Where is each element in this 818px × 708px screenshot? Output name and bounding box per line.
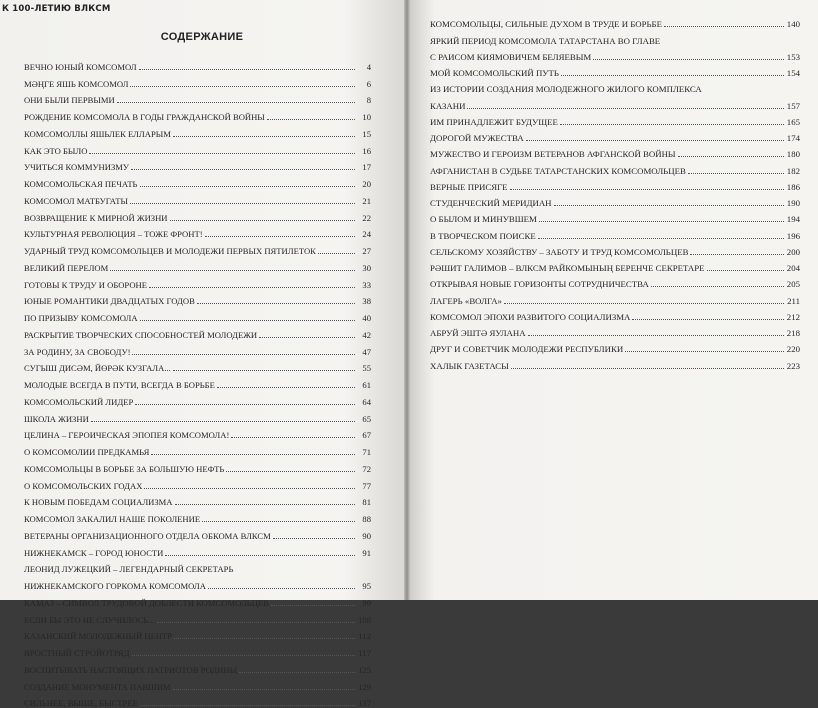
toc-entry-title: ВЕТЕРАНЫ ОРГАНИЗАЦИОННОГО ОТДЕЛА ОБКОМА ВЛКСМ	[24, 531, 271, 541]
toc-entry-title: ВЕЛИКИЙ ПЕРЕЛОМ	[24, 263, 108, 273]
toc-page-number: 154	[786, 68, 800, 78]
toc-page-number: 223	[786, 361, 800, 371]
toc-leader-dots	[467, 107, 784, 109]
toc-entry	[430, 192, 800, 208]
toc-entry-title: КОМСОМОЛЛЫ ЯШЬЛЕК ЕЛЛАРЫМ	[24, 129, 171, 139]
toc-entry-title: ВОСПИТЫВАТЬ НАСТОЯЩИХ ПАТРИОТОВ РОДИНЫ	[24, 665, 237, 675]
toc-entry-title: СИЛЬНЕЕ, ВЫШЕ, БЫСТРЕЕ	[24, 698, 138, 708]
toc-leader-dots	[149, 286, 355, 288]
toc-entry-title: ГОТОВЫ К ТРУДУ И ОБОРОНЕ	[24, 280, 147, 290]
toc-page-number: 22	[357, 213, 371, 223]
toc-leader-dots	[197, 302, 355, 304]
toc-entry	[24, 223, 371, 240]
toc-entry	[430, 322, 800, 338]
toc-page-number: 99	[357, 598, 371, 608]
toc-entry-title: СУГЫШ ДИСӘМ, ЙӨРӘК КУЗГАЛА...	[24, 363, 171, 373]
toc-entry-title: О БЫЛОМ И МИНУВШЕМ	[430, 214, 537, 224]
toc-page-number: 180	[786, 149, 800, 159]
toc-leader-dots	[267, 118, 355, 120]
toc-entry-title: КУЛЬТУРНАЯ РЕВОЛЮЦИЯ – ТОЖЕ ФРОНТ!	[24, 229, 203, 239]
toc-leader-dots	[89, 152, 355, 154]
toc-entry	[24, 105, 371, 122]
toc-entry-title: ЮНЫЕ РОМАНТИКИ ДВАДЦАТЫХ ГОДОВ	[24, 296, 195, 306]
toc-leader-dots	[560, 123, 784, 125]
toc-entry	[24, 122, 371, 139]
toc-leader-dots	[173, 688, 355, 690]
toc-entry-title: КАЗАНСКИЙ МОЛОДЕЖНЫЙ ЦЕНТР	[24, 631, 172, 641]
toc-page-number: 24	[357, 229, 371, 239]
toc-entry	[24, 675, 371, 692]
toc-page-number: 17	[357, 162, 371, 172]
toc-entry	[430, 354, 800, 370]
toc-page-number: 47	[357, 347, 371, 357]
toc-page-number: 42	[357, 330, 371, 340]
toc-entry	[430, 94, 800, 110]
toc-page-number: 194	[786, 214, 800, 224]
toc-entry-title: ЗА РОДИНУ, ЗА СВОБОДУ!	[24, 347, 130, 357]
toc-page-number: 200	[786, 247, 800, 257]
toc-entry-title: ВЕРНЫЕ ПРИСЯГЕ	[430, 182, 508, 192]
toc-page-number: 10	[357, 112, 371, 122]
toc-page-number: 81	[357, 497, 371, 507]
toc-entry	[24, 524, 371, 541]
toc-page-number: 125	[357, 665, 371, 675]
toc-entry-title: ДРУГ И СОВЕТЧИК МОЛОДЕЖИ РЕСПУБЛИКИ	[430, 344, 623, 354]
toc-page-number: 16	[357, 146, 371, 156]
toc-leader-dots	[239, 671, 355, 673]
toc-entry	[24, 574, 371, 591]
toc-page-number: 165	[786, 117, 800, 127]
toc-leader-dots	[632, 318, 784, 320]
toc-entry	[24, 625, 371, 642]
toc-entry-title: ОНИ БЫЛИ ПЕРВЫМИ	[24, 95, 115, 105]
toc-entry	[430, 224, 800, 240]
toc-entry-title: КОМСОМОЛЬСКАЯ ПЕЧАТЬ	[24, 179, 138, 189]
toc-entry	[24, 541, 371, 558]
toc-entry-title: МОЙ КОМСОМОЛЬСКИЙ ПУТЬ	[430, 68, 559, 78]
toc-leader-dots	[132, 353, 355, 355]
toc-page-number: 174	[786, 133, 800, 143]
toc-entry-title: АБРУЙ ЭШТӘ ЯУЛАНА	[430, 328, 526, 338]
toc-leader-dots	[91, 420, 355, 422]
toc-entry-title: ВЕЧНО ЮНЫЙ КОМСОМОЛ	[24, 62, 137, 72]
toc-page-number: 212	[786, 312, 800, 322]
toc-entry	[24, 306, 371, 323]
toc-entry	[24, 491, 371, 508]
running-head: К 100-ЛЕТИЮ ВЛКСМ	[2, 4, 110, 14]
toc-entry	[24, 273, 371, 290]
toc-leader-dots	[208, 587, 355, 589]
toc-entry	[24, 239, 371, 256]
toc-page-number: 27	[357, 246, 371, 256]
toc-entry	[430, 78, 800, 94]
toc-entry	[430, 46, 800, 62]
toc-page-number: 90	[357, 531, 371, 541]
toc-page-number: 137	[357, 698, 371, 708]
toc-entry	[24, 156, 371, 173]
toc-leader-dots	[259, 336, 355, 338]
toc-leader-dots	[165, 554, 355, 556]
toc-page-number: 38	[357, 296, 371, 306]
toc-leader-dots	[140, 704, 355, 706]
toc-entry-title: КАМАЗ – СИМВОЛ ТРУДОВОЙ ДОБЛЕСТИ КОМСОМОЛЬЦЕВ	[24, 598, 269, 608]
toc-page-number: 186	[786, 182, 800, 192]
toc-entry	[24, 558, 371, 575]
toc-entry	[430, 29, 800, 45]
toc-page-number: 55	[357, 363, 371, 373]
toc-entry-title: КОМСОМОЛЬСКИЙ ЛИДЕР	[24, 397, 133, 407]
toc-leader-dots	[511, 367, 784, 369]
toc-entry	[24, 373, 371, 390]
toc-entry-title: КОМСОМОЛ ЗАКАЛИЛ НАШЕ ПОКОЛЕНИЕ	[24, 514, 200, 524]
toc-entry-title: ИЗ ИСТОРИИ СОЗДАНИЯ МОЛОДЕЖНОГО ЖИЛОГО КОМПЛЕКСА	[430, 84, 702, 94]
toc-page-number: 67	[357, 430, 371, 440]
toc-entry-title: СОЗДАНИЕ МОНУМЕНТА ПАВШИМ	[24, 682, 171, 692]
toc-page-number: 71	[357, 447, 371, 457]
toc-entry	[430, 273, 800, 289]
toc-page-number: 218	[786, 328, 800, 338]
toc-entry-title: НИЖНЕКАМСКОГО ГОРКОМА КОМСОМОЛА	[24, 581, 206, 591]
toc-leader-dots	[554, 204, 784, 206]
toc-entry	[24, 256, 371, 273]
toc-entry-title: НИЖНЕКАМСК – ГОРОД ЮНОСТИ	[24, 548, 163, 558]
toc-entry-title: КОМСОМОЛЬЦЫ, СИЛЬНЫЕ ДУХОМ В ТРУДЕ И БОРЬБЕ	[430, 19, 662, 29]
toc-entry-title: РОЖДЕНИЕ КОМСОМОЛА В ГОДЫ ГРАЖДАНСКОЙ ВОЙНЫ	[24, 112, 265, 122]
toc-page-number: 20	[357, 179, 371, 189]
toc-entry	[430, 208, 800, 224]
toc-leader-dots	[271, 604, 355, 606]
toc-page-number: 64	[357, 397, 371, 407]
toc-entry-title: АФГАНИСТАН В СУДЬБЕ ТАТАРСТАНСКИХ КОМСОМОЛЬЦЕВ	[430, 166, 686, 176]
toc-entry-title: ДОРОГОЙ МУЖЕСТВА	[430, 133, 524, 143]
toc-leader-dots	[132, 654, 355, 656]
toc-leader-dots	[144, 487, 355, 489]
toc-page-number: 15	[357, 129, 371, 139]
toc-entry-title: ЯРОСТНЫЙ СТРОЙОТРЯД	[24, 648, 130, 658]
toc-page-number: 157	[786, 101, 800, 111]
toc-leader-dots	[539, 220, 784, 222]
toc-leader-dots	[561, 74, 784, 76]
toc-leader-dots	[690, 253, 784, 255]
toc-entry	[24, 357, 371, 374]
toc-leader-dots	[678, 155, 784, 157]
toc-leader-dots	[139, 68, 355, 70]
right-toc-list	[430, 13, 800, 371]
toc-entry-title: ЯРКИЙ ПЕРИОД КОМСОМОЛА ТАТАРСТАНА ВО ГЛАВЕ	[430, 36, 660, 46]
toc-leader-dots	[131, 168, 355, 170]
toc-entry	[430, 143, 800, 159]
toc-leader-dots	[226, 470, 355, 472]
toc-entry	[24, 340, 371, 357]
toc-leader-dots	[510, 188, 784, 190]
toc-leader-dots	[110, 269, 355, 271]
toc-leader-dots	[217, 386, 355, 388]
toc-leader-dots	[170, 219, 356, 221]
toc-page-number: 77	[357, 481, 371, 491]
toc-entry	[430, 127, 800, 143]
toc-leader-dots	[273, 537, 355, 539]
left-page	[0, 0, 404, 600]
toc-entry-title: ЛЕОНИД ЛУЖЕЦКИЙ – ЛЕГЕНДАРНЫЙ СЕКРЕТАРЬ	[24, 564, 233, 574]
toc-entry	[24, 407, 371, 424]
toc-entry	[24, 591, 371, 608]
toc-entry-title: ПО ПРИЗЫВУ КОМСОМОЛА	[24, 313, 138, 323]
toc-leader-dots	[174, 637, 355, 639]
toc-page-number: 205	[786, 279, 800, 289]
toc-page-number: 72	[357, 464, 371, 474]
toc-entry	[24, 390, 371, 407]
toc-leader-dots	[707, 269, 784, 271]
toc-leader-dots	[140, 185, 356, 187]
left-toc-list	[24, 55, 371, 708]
toc-entry-title: УЧИТЬСЯ КОММУНИЗМУ	[24, 162, 129, 172]
toc-entry-title: О КОМСОМОЛЬСКИХ ГОДАХ	[24, 481, 142, 491]
toc-leader-dots	[140, 319, 355, 321]
toc-entry	[24, 641, 371, 658]
toc-page-number: 196	[786, 231, 800, 241]
toc-entry	[430, 338, 800, 354]
toc-entry	[24, 139, 371, 156]
toc-entry	[24, 474, 371, 491]
toc-leader-dots	[130, 202, 355, 204]
toc-page-number: 117	[357, 648, 371, 658]
toc-page-number: 190	[786, 198, 800, 208]
toc-entry	[430, 159, 800, 175]
toc-page-number: 40	[357, 313, 371, 323]
toc-entry	[430, 111, 800, 127]
toc-leader-dots	[151, 453, 355, 455]
toc-entry	[24, 55, 371, 72]
toc-leader-dots	[205, 235, 355, 237]
toc-page-number: 211	[786, 296, 800, 306]
toc-leader-dots	[202, 520, 355, 522]
toc-title: СОДЕРЖАНИЕ	[0, 31, 404, 43]
toc-leader-dots	[651, 285, 784, 287]
toc-entry-title: С РАИСОМ КИЯМОВИЧЕМ БЕЛЯЕВЫМ	[430, 52, 591, 62]
toc-entry-title: ЛАГЕРЬ «ВОЛГА»	[430, 296, 502, 306]
toc-leader-dots	[526, 139, 784, 141]
toc-leader-dots	[117, 101, 355, 103]
toc-entry	[24, 72, 371, 89]
toc-entry-title: МУЖЕСТВО И ГЕРОИЗМ ВЕТЕРАНОВ АФГАНСКОЙ ВОЙНЫ	[430, 149, 676, 159]
toc-entry	[24, 507, 371, 524]
toc-entry-title: КОМСОМОЛ ЭПОХИ РАЗВИТОГО СОЦИАЛИЗМА	[430, 312, 630, 322]
toc-leader-dots	[173, 369, 355, 371]
toc-entry	[24, 658, 371, 675]
toc-leader-dots	[175, 503, 355, 505]
toc-leader-dots	[688, 172, 784, 174]
toc-entry-title: СТУДЕНЧЕСКИЙ МЕРИДИАН	[430, 198, 552, 208]
toc-page-number: 220	[786, 344, 800, 354]
toc-entry-title: КОМСОМОЛ МАТБУГАТЫ	[24, 196, 128, 206]
toc-entry-title: В ТВОРЧЕСКОМ ПОИСКЕ	[430, 231, 536, 241]
toc-page-number: 129	[357, 682, 371, 692]
toc-leader-dots	[625, 350, 784, 352]
toc-entry-title: ВОЗВРАЩЕНИЕ К МИРНОЙ ЖИЗНИ	[24, 213, 168, 223]
toc-page-number: 8	[357, 95, 371, 105]
toc-entry	[24, 172, 371, 189]
toc-entry	[24, 290, 371, 307]
toc-page-number: 21	[357, 196, 371, 206]
toc-page-number: 33	[357, 280, 371, 290]
toc-leader-dots	[528, 334, 784, 336]
toc-leader-dots	[664, 25, 784, 27]
toc-entry-title: РАСКРЫТИЕ ТВОРЧЕСКИХ СПОСОБНОСТЕЙ МОЛОДЕЖИ	[24, 330, 257, 340]
toc-entry-title: ЦЕЛИНА – ГЕРОИЧЕСКАЯ ЭПОПЕЯ КОМСОМОЛА!	[24, 430, 229, 440]
toc-entry	[430, 289, 800, 305]
toc-page-number: 88	[357, 514, 371, 524]
toc-entry	[430, 241, 800, 257]
toc-page-number: 30	[357, 263, 371, 273]
toc-entry	[24, 89, 371, 106]
toc-page-number: 108	[357, 615, 371, 625]
toc-entry-title: РӘШИТ ГАЛИМОВ – ВЛКСМ РАЙКОМЫНЫҢ БЕРЕНЧЕ СЕКРЕТАРЕ	[430, 263, 705, 273]
right-page	[410, 0, 818, 600]
toc-entry-title: О КОМСОМОЛИИ ПРЕДКАМЬЯ	[24, 447, 149, 457]
toc-leader-dots	[157, 621, 355, 623]
toc-page-number: 65	[357, 414, 371, 424]
toc-page-number: 61	[357, 380, 371, 390]
toc-leader-dots	[173, 135, 355, 137]
toc-entry-title: ШКОЛА ЖИЗНИ	[24, 414, 89, 424]
toc-page-number: 4	[357, 62, 371, 72]
toc-entry	[24, 424, 371, 441]
toc-entry	[24, 692, 371, 708]
toc-entry	[24, 189, 371, 206]
toc-entry-title: К НОВЫМ ПОБЕДАМ СОЦИАЛИЗМА	[24, 497, 173, 507]
toc-page-number: 91	[357, 548, 371, 558]
toc-page-number: 204	[786, 263, 800, 273]
toc-leader-dots	[593, 58, 784, 60]
toc-entry	[24, 206, 371, 223]
toc-entry-title: МОЛОДЫЕ ВСЕГДА В ПУТИ, ВСЕГДА В БОРЬБЕ	[24, 380, 215, 390]
toc-entry-title: ХАЛЫК ГАЗЕТАСЫ	[430, 361, 509, 371]
toc-page-number: 182	[786, 166, 800, 176]
toc-leader-dots	[318, 252, 355, 254]
toc-leader-dots	[135, 403, 355, 405]
toc-entry	[430, 306, 800, 322]
toc-page-number: 140	[786, 19, 800, 29]
toc-entry	[430, 62, 800, 78]
toc-entry-title: МӘҢГЕ ЯШЬ КОМСОМОЛ	[24, 79, 128, 89]
toc-page-number: 153	[786, 52, 800, 62]
toc-entry-title: СЕЛЬСКОМУ ХОЗЯЙСТВУ – ЗАБОТУ И ТРУД КОМСОМОЛЬЦЕВ	[430, 247, 688, 257]
toc-entry-title: КАК ЭТО БЫЛО	[24, 146, 87, 156]
toc-entry	[24, 608, 371, 625]
toc-leader-dots	[130, 85, 355, 87]
toc-entry-title: ИМ ПРИНАДЛЕЖИТ БУДУЩЕЕ	[430, 117, 558, 127]
toc-entry-title: КАЗАНИ	[430, 101, 465, 111]
toc-leader-dots	[538, 237, 784, 239]
toc-entry	[430, 176, 800, 192]
toc-leader-dots	[231, 436, 355, 438]
toc-entry-title: ЕСЛИ БЫ ЭТО НЕ СЛУЧИЛОСЬ...	[24, 615, 155, 625]
toc-leader-dots	[504, 302, 784, 304]
toc-entry	[430, 13, 800, 29]
toc-page-number: 95	[357, 581, 371, 591]
toc-entry	[24, 440, 371, 457]
toc-page-number: 112	[357, 631, 371, 641]
toc-entry	[430, 257, 800, 273]
toc-entry-title: КОМСОМОЛЬЦЫ В БОРЬБЕ ЗА БОЛЬШУЮ НЕФТЬ	[24, 464, 224, 474]
toc-entry-title: УДАРНЫЙ ТРУД КОМСОМОЛЬЦЕВ И МОЛОДЕЖИ ПЕРВЫХ ПЯТИЛЕТОК	[24, 246, 316, 256]
toc-entry-title: ОТКРЫВАЯ НОВЫЕ ГОРИЗОНТЫ СОТРУДНИЧЕСТВА	[430, 279, 649, 289]
toc-entry	[24, 457, 371, 474]
toc-entry	[24, 323, 371, 340]
toc-page-number: 6	[357, 79, 371, 89]
